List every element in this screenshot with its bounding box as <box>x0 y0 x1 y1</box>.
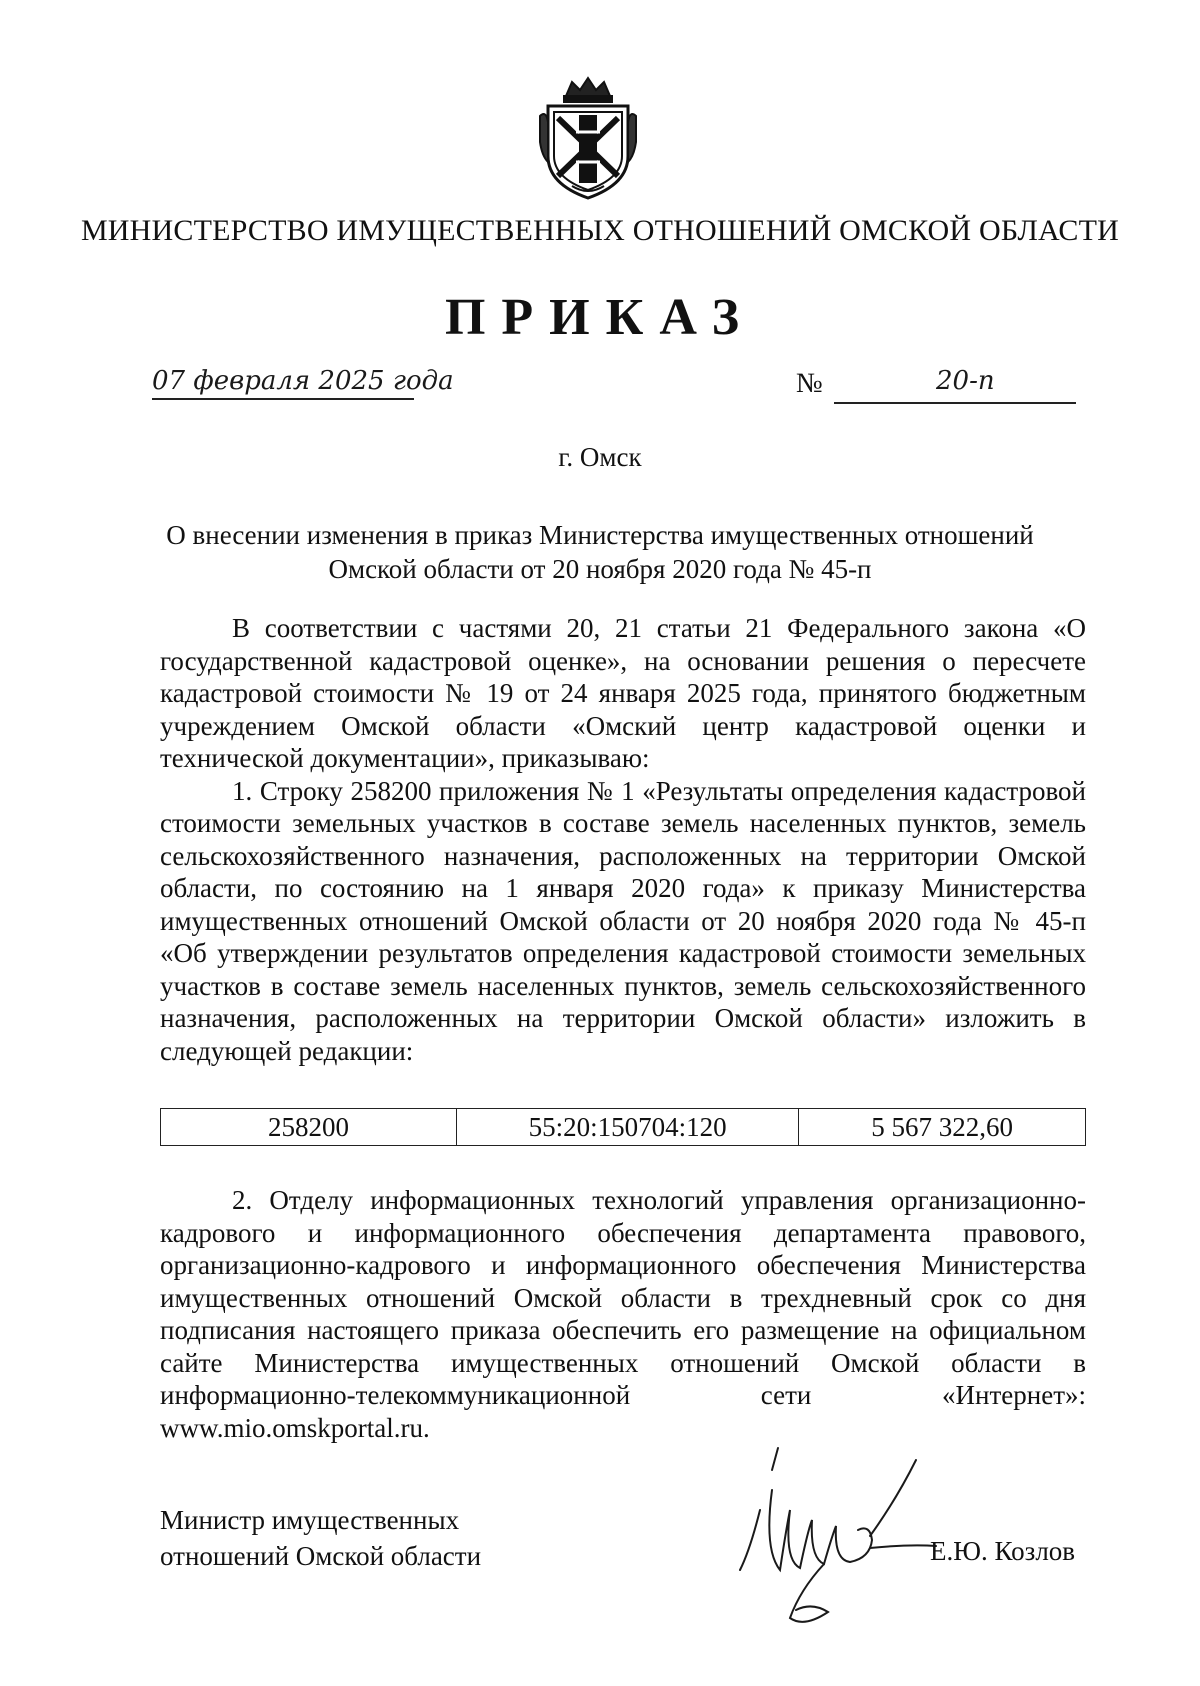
signatory-name: Е.Ю. Козлов <box>930 1536 1076 1566</box>
order-title <box>100 518 1100 586</box>
table-cell-cadastral-value: 5 567 322,60 <box>799 1109 1086 1146</box>
item-1-paragraph: 1. Строку 258200 приложения № 1 «Результаты определения кадастровой стоимости земельных участков в составе земель населенных пунктов, земель сельскохозяйственного назначения, расположенных на территории Омской области, по состоянию на 1 января 2020 года» к приказу Министерства имущественных отношений Омской области от 20 ноября 2020 года № 45-п «Об утверждении результатов определения кадастровой стоимости земельных участков в составе земель населенных пунктов, земель сельскохозяйственного назначения, расположенных на территории Омской области» изложить в следующей редакции: <box>160 775 1086 1066</box>
order-title-line-2: Омской области от 20 ноября 2020 года № 45-п <box>328 554 872 584</box>
table-row <box>161 1109 1086 1146</box>
order-body-part-2 <box>160 1184 1086 1444</box>
order-title-line-1: О внесении изменения в приказ Министерства имущественных отношений <box>166 520 1034 550</box>
signatory-position-line-2: отношений Омской области <box>160 1541 482 1571</box>
ministry-name: МИНИСТЕРСТВО ИМУЩЕСТВЕННЫХ ОТНОШЕНИЙ ОМСКОЙ ОБЛАСТИ <box>80 214 1120 247</box>
order-date: 07 февраля 2025 года <box>152 366 414 400</box>
order-number-field <box>796 368 1076 404</box>
order-number: 20-п <box>936 366 995 396</box>
coat-of-arms-emblem <box>536 72 640 202</box>
order-body-part-1 <box>160 612 1086 1067</box>
signatory-position <box>160 1502 481 1574</box>
intro-paragraph: В соответствии с частями 20, 21 статьи 21 Федерального закона «О государственной кадастровой оценке», на основании решения о пересчете кадастровой стоимости № 19 от 24 января 2025 года, принятого бюджетным учреждением Омской области «Омский центр кадастровой оценки и технической документации», приказываю: <box>160 613 1086 773</box>
table-cell-cadastral-number: 55:20:150704:120 <box>457 1109 799 1146</box>
city: г. Омск <box>558 442 642 472</box>
table-cell-row-number: 258200 <box>161 1109 457 1146</box>
number-underline <box>834 402 1076 404</box>
item-2-paragraph: 2. Отделу информационных технологий управления организационно-кадрового и информационного обеспечения департамента правового, организационно-кадрового и информационного обеспечения Министерства имущественных отношений Омской области в трехдневный срок со дня подписания настоящего приказа обеспечить его размещение на официальном сайте Министерства имущественных отношений Омской области в информационно-телекоммуникационной сети «Интернет»: www.mio.omskportal.ru. <box>160 1185 1086 1443</box>
cadastral-value-table <box>160 1108 1086 1146</box>
handwritten-signature <box>720 1440 950 1640</box>
number-sign: № <box>796 368 823 399</box>
document-type-title: ПРИКАЗ <box>444 289 756 346</box>
signatory-position-line-1: Министр имущественных <box>160 1505 460 1535</box>
